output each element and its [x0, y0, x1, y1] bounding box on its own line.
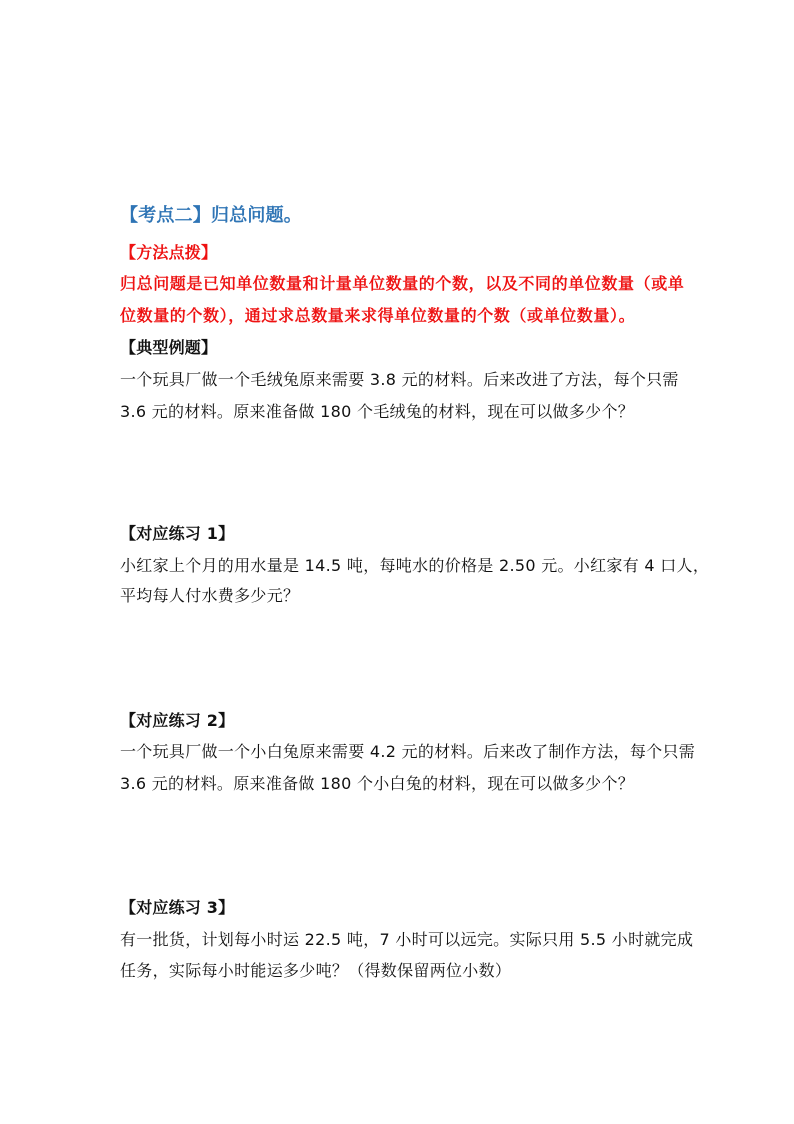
exercise-3-text-line-2: 任务，实际每小时能运多少吨？（得数保留两位小数） [120, 961, 512, 980]
exercise-2-text-line-1: 一个玩具厂做一个小白兔原来需要 4.2 元的材料。后来改了制作方法，每个只需 [120, 742, 696, 761]
exercise-3-label: 【对应练习 3】 [120, 898, 235, 917]
exercise-3-text-line-1: 有一批货，计划每小时运 22.5 吨，7 小时可以远完。实际只用 5.5 小时就完成 [120, 930, 694, 949]
example-text-line-1: 一个玩具厂做一个毛绒兔原来需要 3.8 元的材料。后来改进了方法，每个只需 [120, 370, 679, 389]
section-title: 【考点二】归总问题。 [120, 205, 302, 226]
method-text-line-2: 位数量的个数），通过求总数量来求得单位数量的个数（或单位数量）。 [120, 306, 636, 325]
exercise-2-text-line-2: 3.6 元的材料。原来准备做 180 个小白兔的材料，现在可以做多少个？ [120, 774, 635, 793]
example-text-line-2: 3.6 元的材料。原来准备做 180 个毛绒兔的材料，现在可以做多少个？ [120, 402, 635, 421]
example-label: 【典型例题】 [120, 338, 218, 357]
exercise-2-label: 【对应练习 2】 [120, 711, 235, 730]
exercise-1-text-line-2: 平均每人付水费多少元？ [120, 586, 300, 605]
exercise-1-label: 【对应练习 1】 [120, 524, 235, 543]
method-text-line-1: 归总问题是已知单位数量和计量单位数量的个数，以及不同的单位数量（或单 [120, 274, 685, 293]
exercise-1-text-line-1: 小红家上个月的用水量是 14.5 吨，每吨水的价格是 2.50 元。小红家有 4 口人， [120, 556, 710, 575]
method-label: 【方法点拨】 [120, 243, 218, 262]
